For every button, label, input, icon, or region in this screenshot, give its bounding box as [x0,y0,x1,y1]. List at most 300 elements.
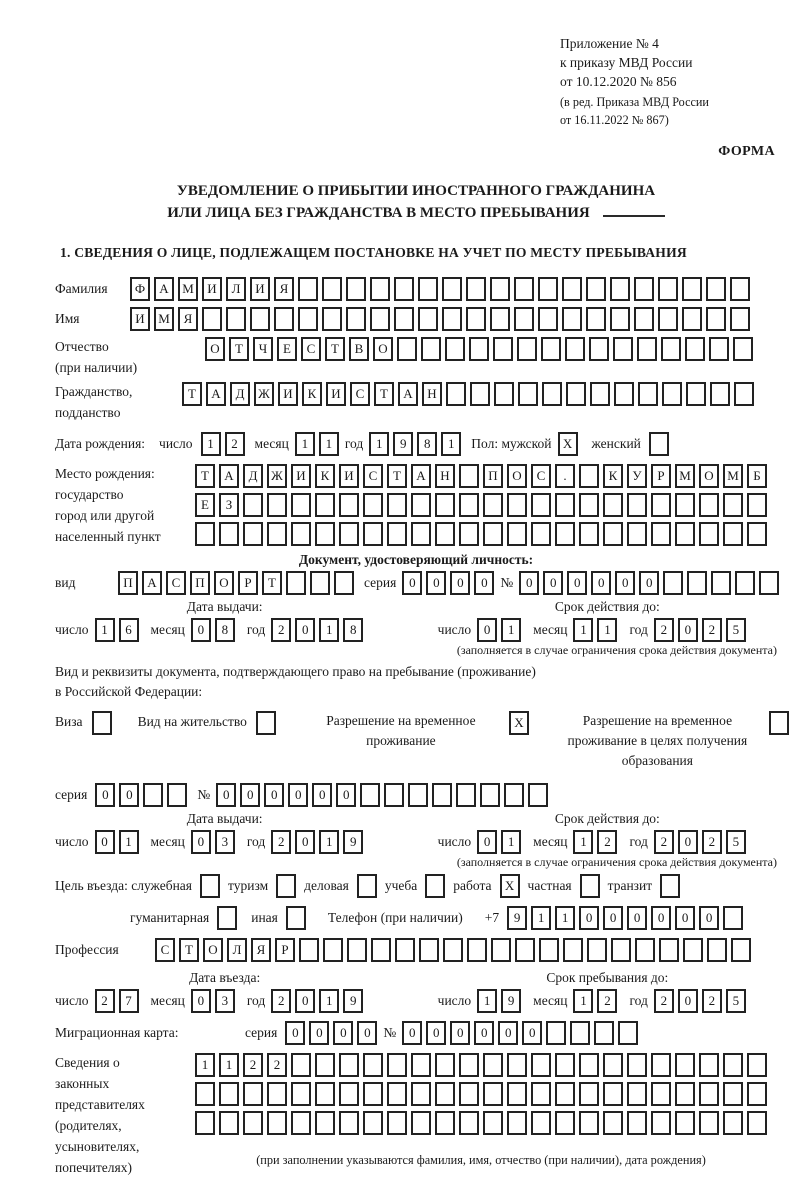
stay-month-cells[interactable] [573,989,617,1013]
cell[interactable] [683,938,703,962]
birthplace-cells-row1[interactable] [195,464,767,488]
cell[interactable]: М [178,277,198,301]
cell[interactable] [579,522,599,546]
cell[interactable] [747,1082,767,1106]
cell[interactable] [586,277,606,301]
doc-type-cells[interactable] [118,571,354,595]
temp-residence-checkbox[interactable]: X [509,711,529,735]
cell[interactable]: 0 [119,783,139,807]
cell[interactable]: 0 [240,783,260,807]
cell[interactable] [315,1053,335,1077]
birth-day-cells[interactable] [201,432,245,456]
cell[interactable] [710,382,730,406]
cell[interactable]: 0 [477,830,497,854]
doc-issue-year-cells[interactable] [271,618,363,642]
cell[interactable]: 0 [288,783,308,807]
permit-series-cells[interactable] [95,783,187,807]
cell[interactable] [322,277,342,301]
cell[interactable] [442,307,462,331]
cell[interactable]: 0 [295,830,315,854]
cell[interactable]: 2 [702,989,722,1013]
birthplace-cells-row2[interactable] [195,493,767,517]
cell[interactable]: 0 [95,783,115,807]
cell[interactable] [387,1053,407,1077]
cell[interactable] [363,1111,383,1135]
cell[interactable] [363,493,383,517]
cell[interactable] [466,307,486,331]
cell[interactable] [735,571,755,595]
doc-series-cells[interactable] [402,571,494,595]
cell[interactable] [310,571,330,595]
cell[interactable] [539,938,559,962]
cell[interactable]: 0 [474,571,494,595]
cell[interactable] [659,938,679,962]
cell[interactable]: 6 [119,618,139,642]
cell[interactable] [339,493,359,517]
cell[interactable] [546,1021,566,1045]
cell[interactable] [267,522,287,546]
cell[interactable] [651,493,671,517]
cell[interactable]: 0 [426,1021,446,1045]
cell[interactable] [346,307,366,331]
cell[interactable] [538,307,558,331]
cell[interactable] [291,522,311,546]
cell[interactable]: 1 [441,432,461,456]
permit-number-cells[interactable] [216,783,548,807]
cell[interactable] [514,277,534,301]
cell[interactable]: 0 [309,1021,329,1045]
cell[interactable] [493,337,513,361]
cell[interactable] [627,522,647,546]
cell[interactable] [418,307,438,331]
cell[interactable] [555,1053,575,1077]
cell[interactable]: 0 [567,571,587,595]
cell[interactable]: К [302,382,322,406]
cell[interactable]: 0 [336,783,356,807]
cell[interactable]: С [531,464,551,488]
cell[interactable] [723,906,743,930]
cell[interactable] [459,464,479,488]
cell[interactable] [267,1082,287,1106]
migcard-number-cells[interactable] [402,1021,638,1045]
cell[interactable] [363,1053,383,1077]
cell[interactable] [483,522,503,546]
cell[interactable] [387,1082,407,1106]
cell[interactable] [339,522,359,546]
cell[interactable] [267,1111,287,1135]
cell[interactable]: 1 [319,432,339,456]
cell[interactable]: 1 [597,618,617,642]
cell[interactable] [675,522,695,546]
cell[interactable] [658,277,678,301]
cell[interactable] [339,1111,359,1135]
cell[interactable]: И [278,382,298,406]
cell[interactable]: И [202,277,222,301]
cell[interactable]: 2 [702,830,722,854]
cell[interactable]: Р [275,938,295,962]
cell[interactable] [603,1111,623,1135]
cell[interactable] [699,1082,719,1106]
cell[interactable] [370,277,390,301]
permit-issue-month-cells[interactable] [191,830,235,854]
cell[interactable]: 1 [119,830,139,854]
cell[interactable]: 0 [264,783,284,807]
cell[interactable]: А [219,464,239,488]
cell[interactable] [662,382,682,406]
cell[interactable] [507,1111,527,1135]
cell[interactable] [638,382,658,406]
cell[interactable] [421,337,441,361]
cell[interactable] [594,1021,614,1045]
doc-expiry-year-cells[interactable] [654,618,746,642]
name-cells[interactable] [130,307,750,331]
cell[interactable]: 1 [369,432,389,456]
cell[interactable]: Л [227,938,247,962]
cell[interactable] [579,1082,599,1106]
cell[interactable]: 1 [573,830,593,854]
cell[interactable]: 2 [267,1053,287,1077]
cell[interactable] [371,938,391,962]
cell[interactable] [589,337,609,361]
cell[interactable]: И [130,307,150,331]
cell[interactable]: И [291,464,311,488]
cell[interactable]: 2 [243,1053,263,1077]
cell[interactable] [707,938,727,962]
cell[interactable]: 2 [654,618,674,642]
cell[interactable]: Р [651,464,671,488]
cell[interactable] [435,522,455,546]
cell[interactable]: 0 [519,571,539,595]
cell[interactable]: 1 [531,906,551,930]
cell[interactable]: Б [747,464,767,488]
cell[interactable] [528,783,548,807]
doc-issue-month-cells[interactable] [191,618,235,642]
cell[interactable] [603,493,623,517]
cell[interactable]: Т [179,938,199,962]
purpose-transit-checkbox[interactable] [660,874,680,898]
cell[interactable] [651,1082,671,1106]
cell[interactable] [470,382,490,406]
cell[interactable] [517,337,537,361]
cell[interactable] [298,307,318,331]
cell[interactable] [555,1111,575,1135]
cell[interactable]: Д [243,464,263,488]
cell[interactable]: С [301,337,321,361]
cell[interactable] [443,938,463,962]
cell[interactable] [490,307,510,331]
cell[interactable]: М [675,464,695,488]
surname-cells[interactable] [130,277,750,301]
cell[interactable] [675,1082,695,1106]
citizenship-cells[interactable] [182,382,754,406]
cell[interactable]: 0 [627,906,647,930]
cell[interactable]: 5 [726,618,746,642]
cell[interactable] [634,277,654,301]
cell[interactable] [384,783,404,807]
cell[interactable]: 0 [474,1021,494,1045]
cell[interactable] [394,277,414,301]
cell[interactable]: 0 [312,783,332,807]
cell[interactable] [661,337,681,361]
cell[interactable] [459,1053,479,1077]
cell[interactable] [579,493,599,517]
purpose-business-checkbox[interactable] [357,874,377,898]
cell[interactable]: О [373,337,393,361]
cell[interactable] [286,571,306,595]
cell[interactable] [394,307,414,331]
cell[interactable] [339,1053,359,1077]
cell[interactable]: 3 [215,989,235,1013]
cell[interactable]: О [205,337,225,361]
cell[interactable]: О [214,571,234,595]
stay-day-cells[interactable] [477,989,521,1013]
cell[interactable] [459,522,479,546]
cell[interactable] [579,1053,599,1077]
cell[interactable]: 0 [603,906,623,930]
cell[interactable] [706,307,726,331]
cell[interactable] [515,938,535,962]
cell[interactable]: 0 [333,1021,353,1045]
cell[interactable]: 2 [271,618,291,642]
cell[interactable]: Ж [254,382,274,406]
stay-year-cells[interactable] [654,989,746,1013]
cell[interactable] [723,1111,743,1135]
cell[interactable]: 9 [393,432,413,456]
cell[interactable] [202,307,222,331]
cell[interactable] [408,783,428,807]
phone-cells[interactable] [507,906,743,930]
representatives-cells-row2[interactable] [195,1082,767,1106]
cell[interactable]: 0 [477,618,497,642]
permit-issue-day-cells[interactable] [95,830,139,854]
cell[interactable]: Т [195,464,215,488]
cell[interactable]: И [339,464,359,488]
cell[interactable] [360,783,380,807]
cell[interactable] [323,938,343,962]
purpose-tourism-checkbox[interactable] [276,874,296,898]
cell[interactable] [469,337,489,361]
cell[interactable]: 2 [702,618,722,642]
cell[interactable] [747,1111,767,1135]
cell[interactable]: 9 [501,989,521,1013]
cell[interactable] [483,1053,503,1077]
cell[interactable] [682,307,702,331]
cell[interactable] [611,938,631,962]
cell[interactable] [730,277,750,301]
cell[interactable]: 1 [573,618,593,642]
cell[interactable]: 9 [343,989,363,1013]
permit-expiry-month-cells[interactable] [573,830,617,854]
cell[interactable] [562,277,582,301]
cell[interactable] [518,382,538,406]
cell[interactable] [459,1082,479,1106]
cell[interactable] [346,277,366,301]
cell[interactable] [733,337,753,361]
cell[interactable]: 0 [639,571,659,595]
cell[interactable]: 0 [450,571,470,595]
cell[interactable] [723,1053,743,1077]
cell[interactable] [363,522,383,546]
cell[interactable] [531,493,551,517]
cell[interactable] [675,1111,695,1135]
cell[interactable] [291,1053,311,1077]
cell[interactable] [613,337,633,361]
cell[interactable]: 0 [522,1021,542,1045]
cell[interactable] [603,522,623,546]
cell[interactable] [504,783,524,807]
cell[interactable]: 0 [295,618,315,642]
cell[interactable] [566,382,586,406]
cell[interactable] [397,337,417,361]
cell[interactable] [267,493,287,517]
birth-year-cells[interactable] [369,432,461,456]
cell[interactable] [387,1111,407,1135]
cell[interactable] [459,493,479,517]
cell[interactable] [542,382,562,406]
cell[interactable] [195,1082,215,1106]
cell[interactable] [347,938,367,962]
purpose-other-checkbox[interactable] [286,906,306,930]
cell[interactable]: Я [274,277,294,301]
cell[interactable]: С [155,938,175,962]
cell[interactable] [435,493,455,517]
cell[interactable] [411,1053,431,1077]
cell[interactable] [339,1082,359,1106]
cell[interactable] [274,307,294,331]
cell[interactable]: И [250,277,270,301]
cell[interactable]: Н [422,382,442,406]
cell[interactable] [483,1111,503,1135]
birthplace-cells-row3[interactable] [195,522,767,546]
cell[interactable] [731,938,751,962]
cell[interactable]: 1 [501,618,521,642]
cell[interactable] [167,783,187,807]
cell[interactable]: Т [387,464,407,488]
cell[interactable]: 0 [295,989,315,1013]
cell[interactable] [395,938,415,962]
cell[interactable] [603,1053,623,1077]
cell[interactable] [734,382,754,406]
cell[interactable]: 2 [271,830,291,854]
cell[interactable]: А [411,464,431,488]
cell[interactable] [418,277,438,301]
cell[interactable]: 1 [319,830,339,854]
cell[interactable]: Р [238,571,258,595]
cell[interactable]: 2 [95,989,115,1013]
cell[interactable]: Ф [130,277,150,301]
cell[interactable]: 0 [95,830,115,854]
cell[interactable] [555,493,575,517]
cell[interactable] [663,571,683,595]
cell[interactable] [675,493,695,517]
representatives-cells-row3[interactable] [195,1111,767,1135]
cell[interactable]: 0 [615,571,635,595]
cell[interactable] [627,1082,647,1106]
cell[interactable]: У [627,464,647,488]
cell[interactable]: 7 [119,989,139,1013]
cell[interactable] [747,493,767,517]
cell[interactable]: 1 [319,618,339,642]
cell[interactable]: 1 [201,432,221,456]
cell[interactable] [747,1053,767,1077]
cell[interactable]: 9 [507,906,527,930]
doc-issue-day-cells[interactable] [95,618,139,642]
cell[interactable]: С [350,382,370,406]
cell[interactable]: 0 [402,1021,422,1045]
cell[interactable] [570,1021,590,1045]
cell[interactable] [565,337,585,361]
cell[interactable] [387,493,407,517]
cell[interactable]: 0 [426,571,446,595]
cell[interactable]: 0 [678,618,698,642]
cell[interactable]: 0 [285,1021,305,1045]
cell[interactable] [562,307,582,331]
cell[interactable]: 1 [219,1053,239,1077]
cell[interactable]: О [699,464,719,488]
cell[interactable] [387,522,407,546]
cell[interactable]: К [603,464,623,488]
cell[interactable]: 1 [95,618,115,642]
cell[interactable]: Т [182,382,202,406]
cell[interactable] [226,307,246,331]
cell[interactable]: 0 [699,906,719,930]
cell[interactable]: 2 [225,432,245,456]
cell[interactable] [334,571,354,595]
cell[interactable]: П [118,571,138,595]
cell[interactable]: 0 [450,1021,470,1045]
cell[interactable] [363,1082,383,1106]
cell[interactable] [531,522,551,546]
doc-expiry-month-cells[interactable] [573,618,617,642]
cell[interactable]: 0 [216,783,236,807]
cell[interactable] [614,382,634,406]
cell[interactable] [411,493,431,517]
cell[interactable]: С [166,571,186,595]
cell[interactable]: 2 [597,830,617,854]
cell[interactable] [411,1082,431,1106]
cell[interactable] [699,1111,719,1135]
cell[interactable] [637,337,657,361]
cell[interactable]: 5 [726,830,746,854]
cell[interactable]: 1 [295,432,315,456]
residence-permit-checkbox[interactable] [256,711,276,735]
entry-year-cells[interactable] [271,989,363,1013]
cell[interactable] [243,522,263,546]
cell[interactable]: П [190,571,210,595]
cell[interactable] [315,1111,335,1135]
cell[interactable] [370,307,390,331]
cell[interactable]: А [142,571,162,595]
cell[interactable] [432,783,452,807]
cell[interactable]: . [555,464,575,488]
cell[interactable] [590,382,610,406]
cell[interactable] [531,1082,551,1106]
cell[interactable]: 0 [579,906,599,930]
cell[interactable] [442,277,462,301]
cell[interactable] [699,1053,719,1077]
cell[interactable]: 0 [402,571,422,595]
patronymic-cells[interactable] [205,337,753,361]
cell[interactable] [711,571,731,595]
cell[interactable] [603,1082,623,1106]
cell[interactable] [555,1082,575,1106]
cell[interactable] [291,1082,311,1106]
cell[interactable]: М [154,307,174,331]
cell[interactable] [687,571,707,595]
cell[interactable]: 9 [343,830,363,854]
birth-month-cells[interactable] [295,432,339,456]
cell[interactable] [555,522,575,546]
